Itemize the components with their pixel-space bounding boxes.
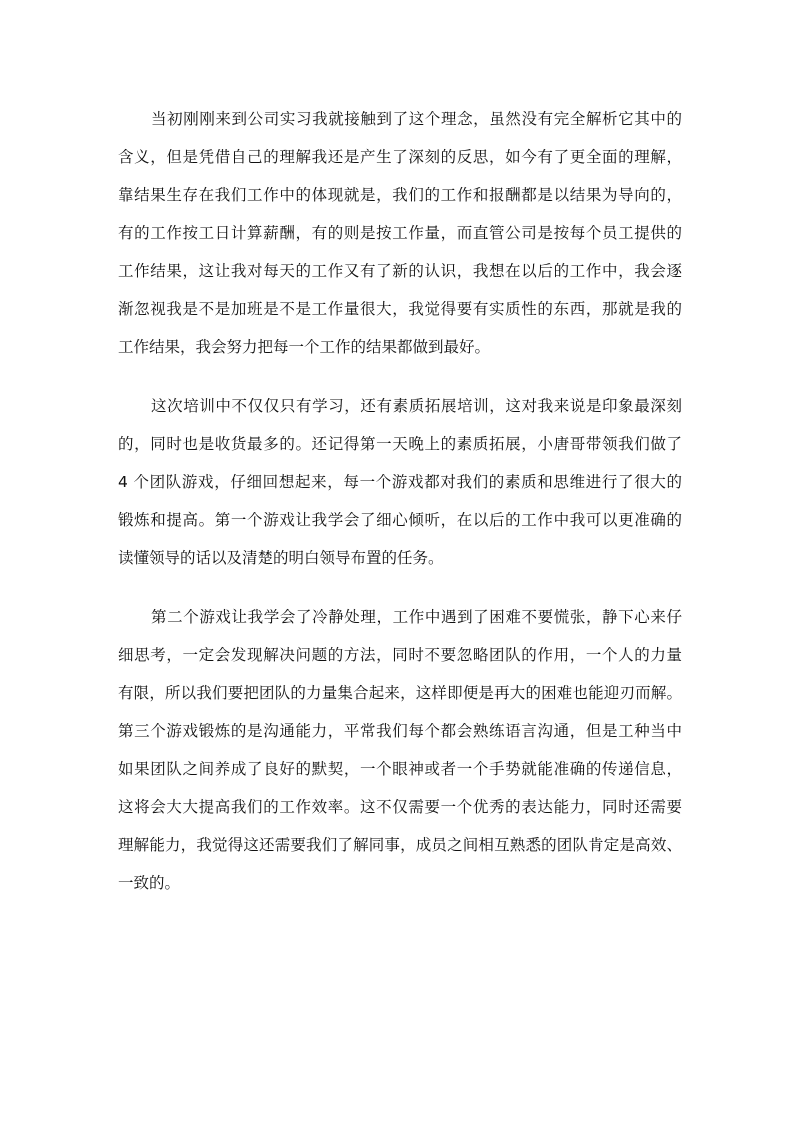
text-line: 这次培训中不仅仅只有学习，还有素质拓展培训，这对我来说是印象最深刻	[151, 397, 682, 415]
text-line: 这将会大大提高我们的工作效率。这不仅需要一个优秀的表达能力，同时还需要	[118, 798, 682, 816]
paragraph-1	[118, 100, 682, 366]
text-line: 第三个游戏锻炼的是沟通能力，平常我们每个都会熟练语言沟通，但是工种当中	[118, 722, 682, 740]
text-line: 有的工作按工日计算薪酬，有的则是按工作量，而直管公司是按每个员工提供的	[118, 224, 682, 242]
text-line: 锻炼和提高。第一个游戏让我学会了细心倾听，在以后的工作中我可以更准确的	[118, 511, 682, 529]
text-line: 的，同时也是收货最多的。还记得第一天晚上的素质拓展，小唐哥带领我们做了	[118, 435, 682, 453]
text-line: 4 个团队游戏，仔细回想起来，每一个游戏都对我们的素质和思维进行了很大的	[118, 473, 682, 491]
document-body	[118, 100, 682, 923]
text-line: 当初刚刚来到公司实习我就接触到了这个理念，虽然没有完全解析它其中的	[151, 110, 682, 128]
text-line: 工作结果，这让我对每天的工作又有了新的认识，我想在以后的工作中，我会逐	[118, 262, 682, 280]
text-line: 如果团队之间养成了良好的默契，一个眼神或者一个手势就能准确的传递信息，	[118, 760, 682, 778]
text-line: 含义，但是凭借自己的理解我还是产生了深刻的反思，如今有了更全面的理解，	[118, 148, 682, 166]
text-line: 理解能力，我觉得这还需要我们了解同事，成员之间相互熟悉的团队肯定是高效、	[118, 836, 682, 854]
text-line: 细思考，一定会发现解决问题的方法，同时不要忽略团队的作用，一个人的力量	[118, 646, 682, 664]
text-line: 一致的。	[118, 874, 181, 892]
text-line: 靠结果生存在我们工作中的体现就是，我们的工作和报酬都是以结果为导向的，	[118, 186, 682, 204]
text-line: 有限，所以我们要把团队的力量集合起来，这样即便是再大的困难也能迎刃而解。	[118, 684, 682, 702]
text-line: 读懂领导的话以及清楚的明白领导布置的任务。	[118, 549, 444, 567]
paragraph-3	[118, 598, 682, 902]
text-line: 第二个游戏让我学会了冷静处理，工作中遇到了困难不要慌张，静下心来仔	[151, 608, 682, 626]
text-line: 渐忽视我是不是加班是不是工作量很大，我觉得要有实质性的东西，那就是我的	[118, 300, 682, 318]
paragraph-2	[118, 387, 682, 577]
text-line: 工作结果，我会努力把每一个工作的结果都做到最好。	[118, 338, 491, 356]
